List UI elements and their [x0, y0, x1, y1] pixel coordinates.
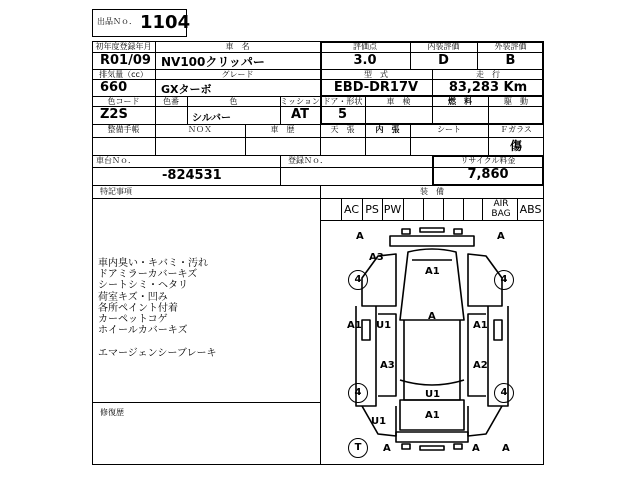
equipment-cell — [443, 203, 463, 217]
note-line: 荷室キズ・凹み — [98, 291, 168, 303]
note-line: エマージェンシーブレーキ — [98, 347, 217, 359]
mission-label: ミッション — [280, 97, 320, 106]
lot-label: 出品Ｎｏ． — [97, 17, 137, 26]
note-line: 車内臭い・キバミ・汚れ — [98, 258, 208, 269]
damage-mark: A — [472, 443, 480, 454]
chassis-label: 車台Ｎｏ． — [96, 156, 136, 165]
wheel-circle: 4 — [348, 383, 368, 403]
damage-mark: U1 — [376, 320, 392, 331]
mileage-value: 83,283 Km — [448, 80, 528, 95]
color-label: 色 — [229, 97, 238, 106]
color-value: シルバー — [192, 113, 232, 124]
damage-mark: A — [356, 231, 364, 242]
doors-value: 5 — [337, 107, 348, 122]
glass-label: Ｆガラス — [500, 125, 532, 134]
history-label: 車 歴 — [270, 125, 295, 134]
manual-label: 整備手帳 — [107, 125, 140, 134]
damage-mark: A1 — [473, 320, 488, 331]
sunroof-label: 天 張 — [330, 125, 355, 134]
fuel-label: 燃 料 — [448, 97, 472, 106]
tire-circle: T — [348, 438, 368, 458]
score-value: 3.0 — [353, 53, 377, 68]
model-label: 型 式 — [364, 70, 388, 79]
wheel-circle: 4 — [494, 383, 514, 403]
damage-mark: A1 — [425, 266, 440, 277]
recycle-label: リサイクル料金 — [460, 156, 516, 165]
car-diagram — [320, 220, 544, 465]
equipment-cell — [403, 203, 423, 217]
damage-mark: A — [383, 443, 391, 454]
note-line: ドアミラーカバーキズ — [98, 269, 198, 281]
exterior-value: B — [505, 53, 516, 68]
grade-value: GXターボ — [161, 83, 212, 96]
damage-mark: A3 — [380, 360, 395, 371]
damage-mark: A1 — [347, 320, 362, 331]
car-name-label: 車 名 — [225, 42, 250, 51]
damage-mark: A1 — [425, 410, 440, 421]
note-line: 各所ペイント付着 — [98, 302, 178, 314]
equipment-cell — [463, 203, 482, 217]
equipment-ps: PS — [365, 203, 379, 216]
damage-mark: A2 — [473, 360, 488, 371]
note-line: ホイールカバーキズ — [98, 325, 188, 337]
color-code-label: 色コード — [107, 97, 140, 106]
equipment-abs: ABS — [519, 203, 542, 216]
displacement-value: 660 — [100, 80, 128, 95]
nox-label: ＮＯＸ — [188, 125, 212, 134]
damage-mark: A — [502, 443, 510, 454]
damage-mark: A — [428, 311, 436, 322]
interior-trim-label: 内 張 — [375, 125, 400, 134]
equipment-airbag: AIR BAG — [491, 199, 511, 219]
mileage-label: 走 行 — [476, 70, 500, 79]
damage-mark: A3 — [369, 252, 384, 263]
damage-mark: U1 — [425, 389, 441, 400]
equipment-pw: PW — [383, 203, 402, 216]
equipment-label: 装 備 — [420, 187, 444, 196]
equipment-cell — [482, 203, 483, 217]
color-no-label: 色番 — [163, 97, 179, 106]
recycle-value: 7,860 — [467, 167, 509, 182]
repair-label: 修復歴 — [100, 408, 124, 417]
notes-list — [98, 258, 216, 359]
chassis-value: -824531 — [162, 168, 222, 183]
lot-number: 1104 — [140, 12, 191, 33]
notes-label: 特記事項 — [100, 187, 132, 196]
car-name-value: NV100クリッパー — [161, 55, 265, 69]
model-value: EBD-DR17V — [333, 80, 419, 95]
wheel-circle: 4 — [348, 270, 368, 290]
color-code-value: Z2S — [100, 107, 128, 122]
note-line: シートシミ・ヘタリ — [98, 280, 188, 292]
glass-value: 傷 — [509, 139, 522, 153]
drive-label: 駆 動 — [504, 97, 528, 106]
equipment-cell — [320, 203, 341, 217]
exterior-label: 外装評価 — [494, 42, 527, 51]
score-label: 評価点 — [353, 42, 377, 51]
displacement-label: 排気量（cc） — [99, 70, 148, 79]
damage-mark: U1 — [371, 416, 387, 427]
doors-label: ドア・形状 — [322, 97, 363, 106]
equipment-cell — [423, 203, 443, 217]
wheel-circle: 4 — [494, 270, 514, 290]
inspection-label: 車 検 — [386, 97, 411, 106]
seat-label: シート — [437, 125, 461, 134]
note-line: カーペットコゲ — [98, 314, 168, 326]
year-label: 初年度登録年月 — [95, 42, 152, 51]
equipment-ac: AC — [343, 203, 359, 216]
note-line — [98, 336, 216, 347]
interior-value: D — [438, 53, 449, 68]
mission-value: AT — [291, 107, 309, 122]
damage-mark: A — [497, 231, 505, 242]
grade-label: グレード — [221, 70, 254, 79]
registration-label: 登録Ｎｏ． — [288, 156, 328, 165]
year-value: R01/09 — [100, 53, 151, 68]
interior-label: 内装評価 — [427, 42, 460, 51]
